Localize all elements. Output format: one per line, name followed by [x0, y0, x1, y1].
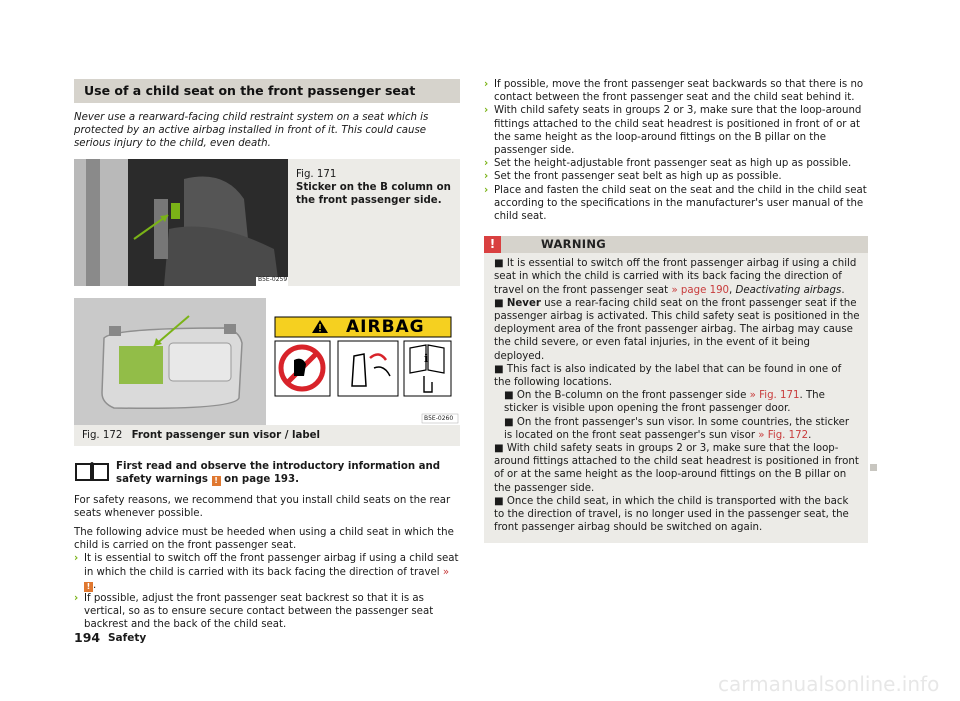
- figure-172-caption: [82, 429, 320, 442]
- paragraph-advice: The following advice must be heeded when using a child seat in which the child is carried on the front passenger seat.: [74, 527, 454, 552]
- warning-item: ■ It is essential to switch off the front passenger airbag if using a child seat in which the child is carried with its back facing the direction of travel on the front passenger seat » page 190, Deactivating airbags.: [494, 258, 857, 296]
- bullet-tail: .: [93, 579, 97, 591]
- chevron-right-icon: ›: [74, 553, 79, 565]
- chevron-right-icon: ›: [484, 158, 489, 170]
- reference-link[interactable]: » page 190: [671, 284, 730, 296]
- figure-171-code: B5E-0259: [258, 275, 288, 283]
- chevron-right-icon: ›: [484, 171, 489, 183]
- right-bullet-list: [484, 78, 868, 223]
- intro-warning-text: Never use a rearward-facing child restraint system on a seat which is protected by an active airbag installed in front of it. This could cause serious injury to the child, even death.: [74, 112, 429, 150]
- warning-icon: !: [484, 236, 501, 253]
- bullet-text: It is essential to switch off the front passenger airbag if using a child seat in which the child is carried with its back facing the direction of travel: [84, 553, 459, 578]
- read-first-text: First read and observe the introductory information and safety warnings: [116, 460, 441, 485]
- reference-link[interactable]: » Fig. 172: [758, 429, 809, 441]
- airbag-label-text: AIRBAG: [346, 316, 425, 337]
- left-bullet-list: [74, 552, 460, 631]
- chevron-right-icon: ›: [74, 593, 79, 605]
- warning-item: ■ With child safety seats in groups 2 or 3, make sure that the loop-around fittings attached to the child seat headrest is positioned in front of or at the same height as the loop-around fittings on the B pillar on the passenger side.: [494, 443, 859, 494]
- read-first-page-ref: on page 193.: [224, 473, 299, 485]
- list-item: [74, 552, 460, 592]
- chevron-right-icon: ›: [484, 184, 489, 196]
- chevron-right-icon: ›: [484, 79, 489, 90]
- figure-171: [74, 159, 460, 286]
- list-item: [484, 157, 868, 170]
- right-column: [484, 78, 868, 543]
- reference-link[interactable]: » Fig. 171: [749, 390, 800, 402]
- warning-body: [484, 253, 868, 534]
- bullet-text: Place and fasten the child seat on the seat and the child in the child seat according to the specifications in the manufacturer's user manual of the child seat.: [494, 184, 867, 223]
- figure-172: [74, 298, 460, 446]
- figure-172-code: B5E-0260: [424, 414, 454, 422]
- page-section-name: Safety: [108, 632, 147, 644]
- list-item: [74, 592, 460, 632]
- reference-title: Deactivating airbags: [735, 284, 842, 296]
- warning-title: WARNING: [541, 237, 606, 252]
- figure-171-text: Sticker on the B column on the front passenger side.: [296, 181, 451, 207]
- figure-172-number: Fig. 172: [82, 429, 123, 441]
- list-item: [484, 78, 868, 104]
- bullet-text: Set the front passenger seat belt as high up as possible.: [494, 171, 782, 183]
- warning-inline-icon: !: [84, 582, 93, 592]
- watermark: carmanualsonline.info: [718, 672, 940, 696]
- open-book-icon: [74, 460, 110, 482]
- left-column: [74, 79, 460, 632]
- list-item: [484, 170, 868, 183]
- svg-text:i: i: [424, 351, 429, 365]
- section-title: Use of a child seat on the front passenger seat: [74, 79, 460, 103]
- b-column-photo: [74, 159, 288, 286]
- warning-subitem: ■ On the B-column on the front passenger side » Fig. 171. The sticker is visible upon opening the front passenger door.: [504, 390, 825, 415]
- reference-link[interactable]: »: [442, 566, 450, 578]
- figure-171-caption: [296, 168, 456, 208]
- warning-item: ■ This fact is also indicated by the label that can be found in one of the following locations.: [494, 363, 842, 389]
- bullet-text: If possible, move the front passenger seat backwards so that there is no contact between the front passenger seat and the child seat behind it.: [494, 79, 864, 104]
- chevron-right-icon: ›: [484, 105, 489, 117]
- warning-inline-icon: !: [212, 476, 221, 486]
- warning-item: ■ Never use a rear-facing child seat on the front passenger seat if the passenger airbag is activated. This child safety seat is positioned in the deployment area of the front passenger airbag. The airbag may cause the child severe, or even fatal injuries, in the event of it being deployed.: [494, 297, 860, 362]
- read-first-notice: [74, 460, 460, 488]
- list-item: [484, 104, 868, 157]
- section-end-marker: [870, 464, 877, 471]
- bullet-text: If possible, adjust the front passenger seat backrest so that it is as vertical, so as to ensure secure contact between the passenger seat backrest and the back of the child seat.: [84, 593, 434, 631]
- warning-header: [484, 236, 868, 253]
- figure-171-number: Fig. 171: [296, 168, 337, 180]
- warning-box: [484, 236, 868, 542]
- warning-item: ■ Once the child seat, in which the child is transported with the back to the direction of travel, is no longer used in the passenger seat, the front passenger airbag should be switched on again.: [494, 495, 849, 534]
- warning-subitem: ■ On the front passenger's sun visor. In some countries, the sticker is located on the front seat passenger's sun visor » Fig. 172.: [504, 416, 850, 441]
- figure-172-text: Front passenger sun visor / label: [131, 429, 321, 441]
- bullet-text: With child safety seats in groups 2 or 3, make sure that the loop-around fittings attached to the child seat headrest is positioned in front of or at the same height as the loop-around fittings on the B pillar on the passenger side.: [494, 105, 862, 157]
- list-item: [484, 184, 868, 224]
- bullet-text: Set the height-adjustable front passenger seat as high up as possible.: [494, 158, 852, 170]
- page-number: 194: [74, 630, 101, 645]
- paragraph-rear-seats: For safety reasons, we recommend that you install child seats on the rear seats whenever possible.: [74, 494, 451, 519]
